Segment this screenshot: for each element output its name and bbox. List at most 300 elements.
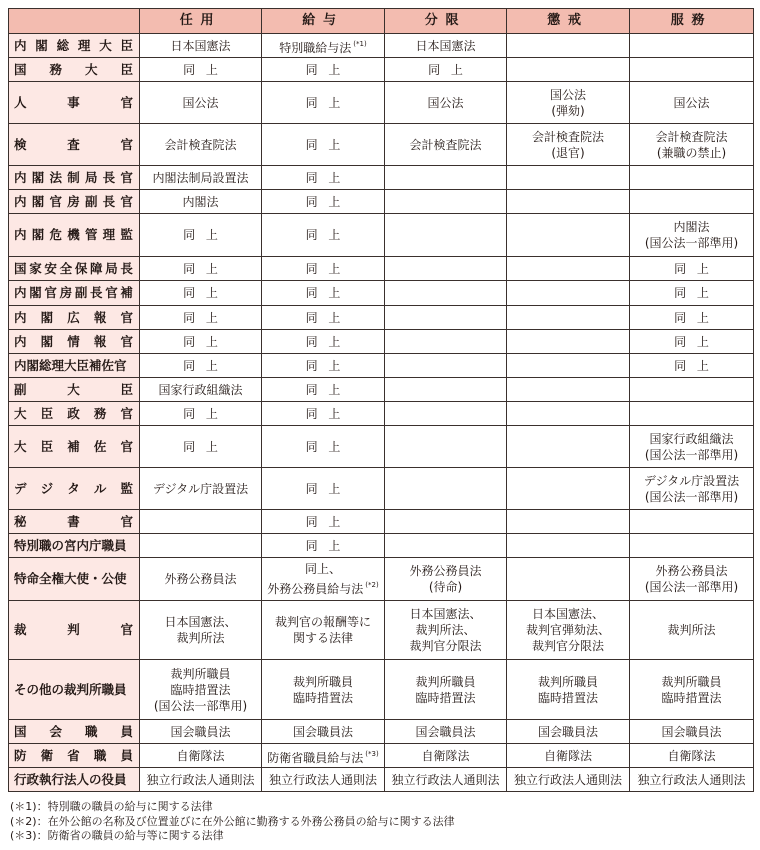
- cell-text: 会計検査院法: [409, 137, 482, 152]
- cell-text: 国公法: [427, 95, 464, 110]
- table-cell: [507, 510, 630, 534]
- table-cell: [140, 124, 262, 166]
- cell-text: 臨時措置法: [415, 690, 476, 705]
- table-cell: [385, 214, 507, 257]
- cell-text: 同上: [305, 194, 352, 209]
- cell-text: 防衛省職員給与法: [267, 750, 364, 765]
- table-cell: [630, 402, 754, 426]
- cell-text: 同上: [305, 310, 352, 325]
- cell-text: 外務公務員法: [409, 564, 482, 578]
- row-header-label: 副 大 臣: [14, 381, 133, 397]
- cell-text: 裁判所職員: [292, 674, 353, 689]
- cell-text: 裁判官弾劾法、: [525, 623, 610, 637]
- cell-text: 国会職員法: [537, 724, 598, 739]
- table-cell: [507, 720, 630, 744]
- cell-text: 日本国憲法: [415, 38, 476, 53]
- table-cell: [630, 124, 754, 166]
- table-cell: [140, 558, 262, 601]
- table-cell: [630, 34, 754, 58]
- table-cell: [140, 58, 262, 82]
- table-cell: [262, 124, 385, 166]
- cell-text: 自衛隊法: [543, 748, 592, 763]
- table-cell: [262, 660, 385, 720]
- cell-text: (退官): [551, 145, 585, 160]
- table-cell: [262, 354, 385, 378]
- cell-text: 国公法: [673, 95, 710, 110]
- table-cell: [630, 190, 754, 214]
- cell-text: デジタル庁設置法: [643, 473, 740, 488]
- row-header-label: 内 閣 官 房 副 長 官: [14, 193, 133, 209]
- row-header: [9, 720, 140, 744]
- table-cell: [385, 378, 507, 402]
- cell-text: 同上: [305, 382, 352, 397]
- footnote-ref: (*3): [365, 749, 379, 758]
- row-header-label: 内 閣 広 報 官: [14, 309, 133, 325]
- cell-text: 臨時措置法: [661, 690, 722, 705]
- cell-text: 同上: [428, 62, 474, 77]
- table-cell: [262, 720, 385, 744]
- footnotes: [10, 800, 455, 844]
- table-cell: [630, 720, 754, 744]
- cell-text: 同上: [305, 62, 352, 77]
- table-cell: [385, 402, 507, 426]
- row-header-label: 内閣総理大臣補佐官: [14, 357, 127, 373]
- table-cell: [385, 468, 507, 510]
- table-body: [9, 34, 754, 792]
- cell-text: 同上: [305, 261, 352, 276]
- table-row: [9, 378, 754, 402]
- cell-text: 独立行政法人通則法: [146, 772, 255, 787]
- row-header: [9, 58, 140, 82]
- row-header-label: 秘 書 官: [14, 513, 133, 529]
- cell-text: 同上: [305, 481, 352, 496]
- table-cell: [262, 306, 385, 330]
- table-cell: [385, 34, 507, 58]
- cell-text: デジタル庁設置法: [152, 481, 249, 496]
- cell-text: (国公法一部準用): [644, 489, 739, 504]
- cell-text: 同上: [305, 170, 352, 185]
- table-row: [9, 257, 754, 281]
- table-cell: [140, 768, 262, 792]
- table-cell: [140, 214, 262, 257]
- table-cell: [507, 190, 630, 214]
- table-cell: [140, 257, 262, 281]
- row-header-label: その他の裁判所職員: [14, 681, 127, 697]
- row-header-label: 特別職の宮内庁職員: [14, 537, 127, 553]
- row-header: [9, 257, 140, 281]
- cell-text: 日本国憲法、: [531, 607, 604, 621]
- table-cell: [140, 190, 262, 214]
- cell-text: 同上: [305, 228, 352, 242]
- table-row: [9, 190, 754, 214]
- row-header: [9, 190, 140, 214]
- cell-text: 同上: [305, 334, 352, 349]
- table-row: [9, 510, 754, 534]
- row-header-label: 大 臣 補 佐 官: [14, 438, 133, 454]
- table-cell: [140, 306, 262, 330]
- table-cell: [262, 510, 385, 534]
- cell-text: 自衛隊法: [421, 748, 470, 763]
- table-cell: [507, 281, 630, 306]
- cell-text: 同上、: [304, 562, 341, 576]
- table-row: [9, 330, 754, 354]
- cell-text: 会計検査院法: [655, 129, 728, 144]
- table-cell: [385, 426, 507, 468]
- table-cell: [385, 190, 507, 214]
- table-cell: [140, 354, 262, 378]
- table-cell: [630, 58, 754, 82]
- table-row: [9, 426, 754, 468]
- row-header-label: 内 閣 情 報 官: [14, 333, 133, 349]
- table-row: [9, 58, 754, 82]
- cell-text: 同上: [674, 334, 720, 349]
- footnote-1: (＊1)：特別職の職員の給与に関する法律: [10, 800, 213, 813]
- row-header-label: 裁 判 官: [14, 622, 133, 637]
- table-row: [9, 534, 754, 558]
- table-cell: [140, 166, 262, 190]
- table-cell: [262, 426, 385, 468]
- row-header: [9, 354, 140, 378]
- column-header-appointment: 任用: [140, 9, 262, 34]
- footnote-2: (＊2)：在外公館の名称及び位置並びに在外公館に勤務する外務公務員の給与に関する法律: [10, 814, 455, 828]
- table-cell: [630, 257, 754, 281]
- table-cell: [385, 534, 507, 558]
- cell-text: 裁判所職員: [537, 674, 598, 689]
- cell-text: 同上: [674, 310, 720, 325]
- table-row: [9, 124, 754, 166]
- row-header: [9, 378, 140, 402]
- table-row: [9, 468, 754, 510]
- table-cell: [385, 124, 507, 166]
- table-cell: [385, 166, 507, 190]
- cell-text: (待命): [428, 580, 463, 594]
- cell-text: (国公法一部準用): [644, 447, 739, 462]
- table-cell: [630, 306, 754, 330]
- table-cell: [507, 660, 630, 720]
- cell-text: 同上: [183, 62, 229, 77]
- table-cell: [140, 510, 262, 534]
- cell-text: 独立行政法人通則法: [268, 772, 377, 787]
- table-row: [9, 601, 754, 660]
- table-cell: [262, 558, 385, 601]
- column-header-status: 分限: [385, 9, 507, 34]
- table-cell: [507, 166, 630, 190]
- row-header-label: デ ジ タ ル 監: [14, 480, 133, 496]
- table-cell: [385, 720, 507, 744]
- table-cell: [507, 768, 630, 792]
- cell-text: 裁判所法: [667, 623, 716, 637]
- cell-text: 日本国憲法、: [164, 615, 237, 629]
- cell-text: 国公法: [549, 87, 586, 102]
- table-cell: [385, 768, 507, 792]
- table-cell: [630, 510, 754, 534]
- cell-text: 同上: [183, 334, 229, 349]
- cell-text: 同上: [305, 514, 352, 529]
- table-cell: [262, 378, 385, 402]
- cell-text: 同上: [183, 261, 229, 276]
- table-cell: [630, 744, 754, 768]
- cell-text: 会計検査院法: [164, 137, 237, 152]
- table-cell: [385, 558, 507, 601]
- cell-text: 裁判所職員: [170, 666, 231, 681]
- table-cell: [140, 660, 262, 720]
- table-cell: [262, 281, 385, 306]
- cell-text: 国会職員法: [170, 724, 231, 739]
- column-header-corner: [9, 9, 140, 34]
- cell-text: 裁判官分限法: [409, 639, 482, 653]
- row-header: [9, 166, 140, 190]
- footnote-ref: (*2): [365, 581, 379, 589]
- table-row: [9, 306, 754, 330]
- table-cell: [140, 744, 262, 768]
- table-row: [9, 34, 754, 58]
- table-cell: [262, 82, 385, 124]
- table-row: [9, 720, 754, 744]
- cell-text: 独立行政法人通則法: [391, 772, 500, 787]
- table-cell: [630, 166, 754, 190]
- cell-text: (国公法一部準用): [644, 236, 739, 250]
- cell-text: 国会職員法: [292, 724, 353, 739]
- table-cell: [507, 306, 630, 330]
- cell-text: 同上: [674, 358, 720, 373]
- cell-text: 同上: [183, 358, 229, 373]
- table-cell: [140, 378, 262, 402]
- column-header-salary: 給与: [262, 9, 385, 34]
- table-cell: [385, 601, 507, 660]
- table-header-row: [9, 9, 754, 34]
- cell-text: 関する法律: [292, 631, 353, 645]
- table-cell: [140, 426, 262, 468]
- cell-text: 臨時措置法: [292, 690, 353, 705]
- table-cell: [385, 257, 507, 281]
- cell-text: 独立行政法人通則法: [637, 772, 746, 787]
- cell-text: 国公法: [182, 95, 219, 110]
- row-header: [9, 468, 140, 510]
- cell-text: 国会職員法: [415, 724, 476, 739]
- table-cell: [507, 354, 630, 378]
- table-cell: [385, 510, 507, 534]
- table-row: [9, 660, 754, 720]
- cell-text: 臨時措置法: [170, 682, 231, 697]
- table-cell: [140, 468, 262, 510]
- table-cell: [262, 214, 385, 257]
- row-header: [9, 768, 140, 792]
- cell-text: (兼職の禁止): [656, 145, 727, 160]
- table-cell: [140, 330, 262, 354]
- table-cell: [507, 124, 630, 166]
- table-cell: [630, 768, 754, 792]
- table-cell: [140, 34, 262, 58]
- table-cell: [140, 281, 262, 306]
- row-header-label: 国 会 職 員: [14, 723, 133, 739]
- table-cell: [140, 720, 262, 744]
- table-cell: [630, 378, 754, 402]
- row-header-label: 人 事 官: [14, 94, 133, 110]
- row-header: [9, 281, 140, 306]
- table-cell: [385, 354, 507, 378]
- row-header: [9, 426, 140, 468]
- cell-text: 裁判所職員: [661, 674, 722, 689]
- cell-text: 裁判官の報酬等に: [274, 615, 371, 629]
- cell-text: 自衛隊法: [667, 748, 716, 763]
- row-header-label: 行政執行法人の役員: [14, 771, 127, 787]
- table-cell: [385, 306, 507, 330]
- table-cell: [630, 468, 754, 510]
- row-header: [9, 660, 140, 720]
- table-row: [9, 402, 754, 426]
- table-cell: [630, 354, 754, 378]
- cell-text: 特別職給与法: [279, 40, 352, 55]
- table-cell: [507, 426, 630, 468]
- cell-text: 同上: [183, 310, 229, 325]
- row-header-label: 検 査 官: [14, 136, 133, 152]
- row-header: [9, 306, 140, 330]
- table-cell: [262, 34, 385, 58]
- table-cell: [507, 468, 630, 510]
- table-cell: [507, 34, 630, 58]
- column-header-service: 服務: [630, 9, 754, 34]
- law-applicability-table: [8, 8, 754, 792]
- row-header: [9, 34, 140, 58]
- cell-text: 同上: [305, 406, 352, 421]
- cell-text: 独立行政法人通則法: [513, 772, 622, 787]
- cell-text: 内閣法: [673, 220, 710, 234]
- table-cell: [507, 214, 630, 257]
- footnote-3: (＊3)：防衛省の職員の給与等に関する法律: [10, 829, 224, 842]
- cell-text: 同上: [674, 261, 720, 276]
- table-cell: [262, 58, 385, 82]
- row-header: [9, 214, 140, 257]
- row-header-label: 国 務 大 臣: [14, 61, 133, 77]
- cell-text: 会計検査院法: [531, 129, 604, 144]
- cell-text: 同上: [183, 406, 229, 421]
- row-header-label: 内 閣 法 制 局 長 官: [14, 169, 133, 185]
- cell-text: 同上: [305, 286, 352, 300]
- table-cell: [385, 744, 507, 768]
- cell-text: 内閣法制局設置法: [152, 170, 249, 185]
- table-cell: [385, 330, 507, 354]
- table-cell: [507, 744, 630, 768]
- row-header-label: 特命全権大使・公使: [14, 571, 127, 586]
- table-cell: [630, 660, 754, 720]
- row-header: [9, 402, 140, 426]
- cell-text: 同上: [183, 439, 229, 454]
- cell-text: (弾劾): [551, 103, 585, 118]
- cell-text: 同上: [305, 538, 352, 553]
- table-cell: [262, 768, 385, 792]
- table-row: [9, 744, 754, 768]
- table-cell: [630, 558, 754, 601]
- table-cell: [630, 426, 754, 468]
- table-cell: [385, 82, 507, 124]
- cell-text: 国家行政組織法: [158, 382, 243, 397]
- table-cell: [262, 744, 385, 768]
- cell-text: 外務公務員給与法: [267, 582, 364, 596]
- row-header: [9, 124, 140, 166]
- table-cell: [262, 330, 385, 354]
- table-cell: [262, 468, 385, 510]
- row-header-label: 内 閣 官 房 副 長 官 補: [14, 285, 133, 300]
- row-header: [9, 558, 140, 601]
- row-header: [9, 82, 140, 124]
- row-header-label: 防 衛 省 職 員: [14, 747, 133, 763]
- cell-text: 外務公務員法: [655, 564, 728, 578]
- table-cell: [507, 601, 630, 660]
- table-cell: [630, 601, 754, 660]
- cell-text: 日本国憲法: [170, 38, 231, 53]
- table-cell: [262, 601, 385, 660]
- cell-text: 国家行政組織法: [649, 431, 734, 446]
- cell-text: 同上: [183, 286, 229, 300]
- row-header-label: 内 閣 危 機 管 理 監: [14, 227, 133, 242]
- table-row: [9, 768, 754, 792]
- cell-text: 国会職員法: [661, 724, 722, 739]
- table-cell: [140, 402, 262, 426]
- cell-text: 日本国憲法、: [409, 607, 482, 621]
- table-cell: [507, 534, 630, 558]
- table-row: [9, 558, 754, 601]
- table-cell: [507, 402, 630, 426]
- table-cell: [630, 281, 754, 306]
- row-header-label: 大 臣 政 務 官: [14, 405, 133, 421]
- row-header-label: 内 閣 総 理 大 臣: [14, 37, 133, 53]
- cell-text: (国公法一部準用): [644, 580, 739, 594]
- table-cell: [140, 82, 262, 124]
- table-cell: [262, 190, 385, 214]
- cell-text: 内閣法: [182, 194, 219, 209]
- cell-text: (国公法一部準用): [153, 698, 248, 713]
- row-header: [9, 744, 140, 768]
- cell-text: 同上: [305, 439, 352, 454]
- table-cell: [630, 534, 754, 558]
- cell-text: 裁判所法: [176, 631, 225, 645]
- table-cell: [262, 257, 385, 281]
- table-cell: [385, 660, 507, 720]
- row-header: [9, 534, 140, 558]
- row-header: [9, 510, 140, 534]
- cell-text: 同上: [183, 228, 229, 242]
- table-row: [9, 214, 754, 257]
- table-cell: [262, 166, 385, 190]
- row-header: [9, 330, 140, 354]
- table-row: [9, 166, 754, 190]
- table-cell: [140, 534, 262, 558]
- cell-text: 同上: [305, 137, 352, 152]
- table-cell: [507, 330, 630, 354]
- cell-text: 裁判所法、: [415, 623, 476, 637]
- row-header-label: 国 家 安 全 保 障 局 長: [14, 260, 133, 276]
- table-cell: [630, 330, 754, 354]
- table-cell: [140, 601, 262, 660]
- table-cell: [385, 281, 507, 306]
- table-cell: [507, 58, 630, 82]
- cell-text: 外務公務員法: [164, 572, 237, 586]
- cell-text: 裁判官分限法: [531, 639, 604, 653]
- table-cell: [507, 82, 630, 124]
- table-cell: [385, 58, 507, 82]
- cell-text: 臨時措置法: [537, 690, 598, 705]
- table-row: [9, 82, 754, 124]
- footnote-ref: (*1): [353, 39, 367, 48]
- table-row: [9, 354, 754, 378]
- cell-text: 同上: [674, 286, 720, 300]
- cell-text: 裁判所職員: [415, 674, 476, 689]
- table-cell: [507, 257, 630, 281]
- cell-text: 同上: [305, 95, 352, 110]
- table-cell: [507, 558, 630, 601]
- cell-text: 自衛隊法: [176, 748, 225, 763]
- table-cell: [262, 402, 385, 426]
